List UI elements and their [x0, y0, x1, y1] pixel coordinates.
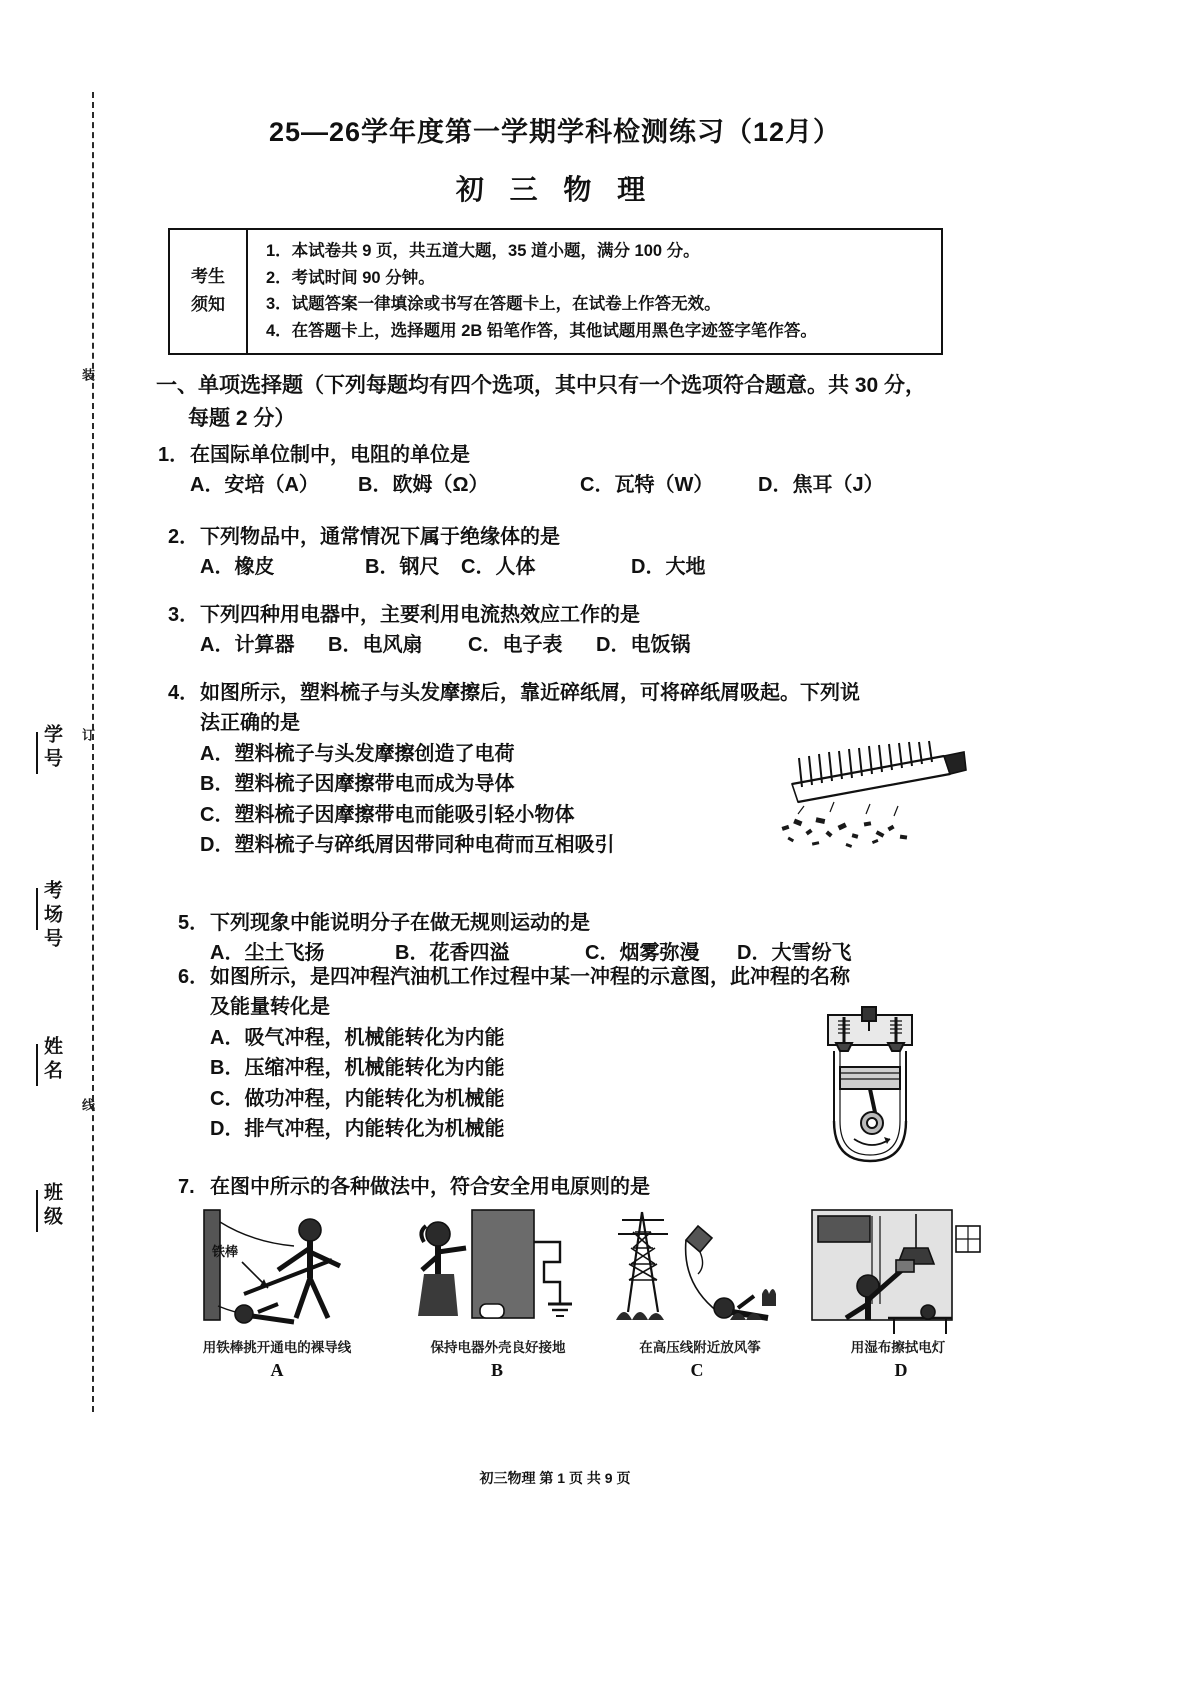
question-2-option-d[interactable]: D．大地	[631, 556, 706, 579]
question-1-options	[158, 470, 1018, 500]
question-4-stem	[168, 678, 868, 708]
question-3-text: 下列四种用电器中，主要利用电流热效应工作的是	[200, 604, 640, 626]
question-4-number: 4．	[168, 682, 200, 704]
question-6-number: 6．	[178, 966, 210, 988]
question-3-option-b[interactable]: B．电风扇	[328, 634, 423, 657]
question-5-option-c[interactable]: C．烟雾弥漫	[585, 942, 700, 965]
seal-label: 装	[80, 368, 95, 384]
question-3-stem	[168, 600, 1028, 630]
question-1-option-b[interactable]: B．欧姆（Ω）	[358, 474, 489, 497]
question-3-options	[168, 630, 1028, 660]
picture-option-c-caption: 在高压线附近放风筝	[639, 1340, 761, 1355]
notice-label	[170, 230, 248, 353]
picture-option-c[interactable]	[612, 1208, 787, 1380]
question-6-option-d[interactable]: D．排气冲程，内能转化为机械能	[210, 1117, 505, 1140]
question-3-number: 3．	[168, 604, 200, 626]
question-4-option-b[interactable]: B．塑料梳子因摩擦带电而成为导体	[200, 773, 515, 796]
page-title: 25—26学年度第一学期学科检测练习（12月）	[268, 117, 842, 147]
question-7	[178, 1172, 1038, 1202]
question-2-options	[168, 552, 1028, 582]
question-7-picture-options	[160, 1208, 960, 1393]
question-5-option-d[interactable]: D．大雪纷飞	[737, 942, 852, 965]
field-student-id: 学号	[36, 724, 65, 774]
line-label: 线	[80, 1098, 95, 1114]
question-1-text: 在国际单位制中，电阻的单位是	[190, 444, 470, 466]
question-1	[158, 440, 1018, 501]
section-heading-line2: 每题 2 分）	[188, 406, 296, 430]
field-exam-room: 考场号	[36, 880, 65, 952]
question-4-text: 如图所示，塑料梳子与头发摩擦后，靠近碎纸屑，可将碎纸屑吸起。下列说	[200, 682, 860, 704]
subject-title: 初 三 物 理	[455, 174, 655, 205]
binding-dashed-line	[92, 92, 94, 1412]
plastic-comb-figure	[768, 740, 968, 860]
notice-item: 4．在答题卡上，选择题用 2B 铅笔作答，其他试题用黑色字迹签字笔作答。	[266, 322, 817, 341]
question-3	[168, 600, 1028, 661]
question-1-option-a[interactable]: A．安培（A）	[190, 474, 319, 497]
question-2-text: 下列物品中，通常情况下属于绝缘体的是	[200, 526, 560, 548]
question-4-option-a[interactable]: A．塑料梳子与头发摩擦创造了电荷	[200, 742, 515, 765]
question-2-option-c[interactable]: C．人体	[461, 556, 536, 579]
question-1-option-d[interactable]: D．焦耳（J）	[758, 474, 884, 497]
question-6-option-c[interactable]: C．做功冲程，内能转化为机械能	[210, 1087, 505, 1110]
question-6	[178, 962, 878, 1144]
question-2-option-a[interactable]: A．橡皮	[200, 556, 275, 579]
question-5	[178, 908, 1038, 969]
question-6-option-a[interactable]: A．吸气冲程，机械能转化为内能	[210, 1026, 505, 1049]
notice-label-line1: 考生	[191, 266, 225, 286]
notice-item: 1．本试卷共 9 页，共五道大题，35 道小题，满分 100 分。	[266, 242, 700, 260]
picture-option-b-caption: 保持电器外壳良好接地	[430, 1340, 566, 1355]
question-5-option-a[interactable]: A．尘土飞扬	[210, 942, 325, 965]
question-3-option-d[interactable]: D．电饭锅	[596, 634, 691, 657]
question-6-option-b[interactable]: B．压缩冲程，机械能转化为内能	[210, 1057, 505, 1080]
question-7-stem	[178, 1172, 1038, 1202]
question-5-text: 下列现象中能说明分子在做无规则运动的是	[210, 912, 590, 934]
picture-option-d-label: D	[894, 1360, 908, 1380]
page-footer: 初三物理 第 1 页 共 9 页	[479, 1470, 631, 1486]
picture-option-a-caption: 用铁棒挑开通电的裸导线	[202, 1340, 352, 1355]
question-7-text: 在图中所示的各种做法中，符合安全用电原则的是	[210, 1176, 650, 1198]
picture-option-a-label: A	[270, 1360, 284, 1380]
exam-page	[150, 0, 1191, 1684]
question-4	[168, 678, 868, 860]
question-4-stem-line2: 法正确的是	[200, 712, 300, 735]
question-6-text: 如图所示，是四冲程汽油机工作过程中某一冲程的示意图，此冲程的名称	[210, 966, 850, 988]
notice-item: 2．考试时间 90 分钟。	[266, 268, 435, 287]
question-7-number: 7.	[178, 1176, 195, 1198]
question-5-option-b[interactable]: B．花香四溢	[395, 942, 510, 965]
question-3-option-c[interactable]: C．电子表	[468, 634, 563, 657]
picture-option-d-caption: 用湿布擦拭电灯	[850, 1340, 946, 1355]
question-5-number: 5．	[178, 912, 210, 934]
question-4-option-d[interactable]: D．塑料梳子与碎纸屑因带同种电荷而互相吸引	[200, 833, 615, 856]
question-3-option-a[interactable]: A．计算器	[200, 634, 295, 657]
candidate-notice-box	[168, 228, 943, 355]
picture-option-d[interactable]	[810, 1208, 985, 1380]
question-2-stem	[168, 522, 1028, 552]
question-2	[168, 522, 1028, 583]
question-2-option-b[interactable]: B．钢尺	[365, 556, 440, 579]
question-1-number: 1．	[158, 444, 190, 466]
section-heading-line1: 一、单项选择题（下列每题均有四个选项，其中只有一个选项符合题意。共 30 分，	[156, 374, 927, 397]
picture-option-a[interactable]	[182, 1208, 372, 1380]
bind-label: 订	[80, 728, 95, 744]
picture-option-b[interactable]	[410, 1208, 585, 1380]
question-6-stem-line2: 及能量转化是	[210, 996, 330, 1019]
question-4-option-c[interactable]: C．塑料梳子因摩擦带电而能吸引轻小物体	[200, 803, 575, 826]
four-stroke-engine-figure	[800, 1005, 940, 1170]
field-student-name: 姓名	[36, 1036, 65, 1086]
question-2-number: 2．	[168, 526, 200, 548]
question-5-stem	[178, 908, 1038, 938]
field-class: 班级	[36, 1182, 65, 1232]
picture-option-b-label: B	[490, 1360, 503, 1380]
notice-item: 3．试题答案一律填涂或书写在答题卡上，在试卷上作答无效。	[266, 295, 721, 314]
notice-items	[248, 230, 941, 353]
question-6-stem	[178, 962, 878, 992]
question-1-stem	[158, 440, 1018, 470]
question-1-option-c[interactable]: C．瓦特（W）	[580, 474, 714, 497]
section-heading	[156, 370, 986, 435]
picture-option-c-label: C	[690, 1360, 704, 1380]
binding-margin	[0, 0, 150, 1684]
svg-text:铁棒: 铁棒	[212, 1244, 239, 1259]
notice-label-line2: 须知	[191, 295, 225, 315]
